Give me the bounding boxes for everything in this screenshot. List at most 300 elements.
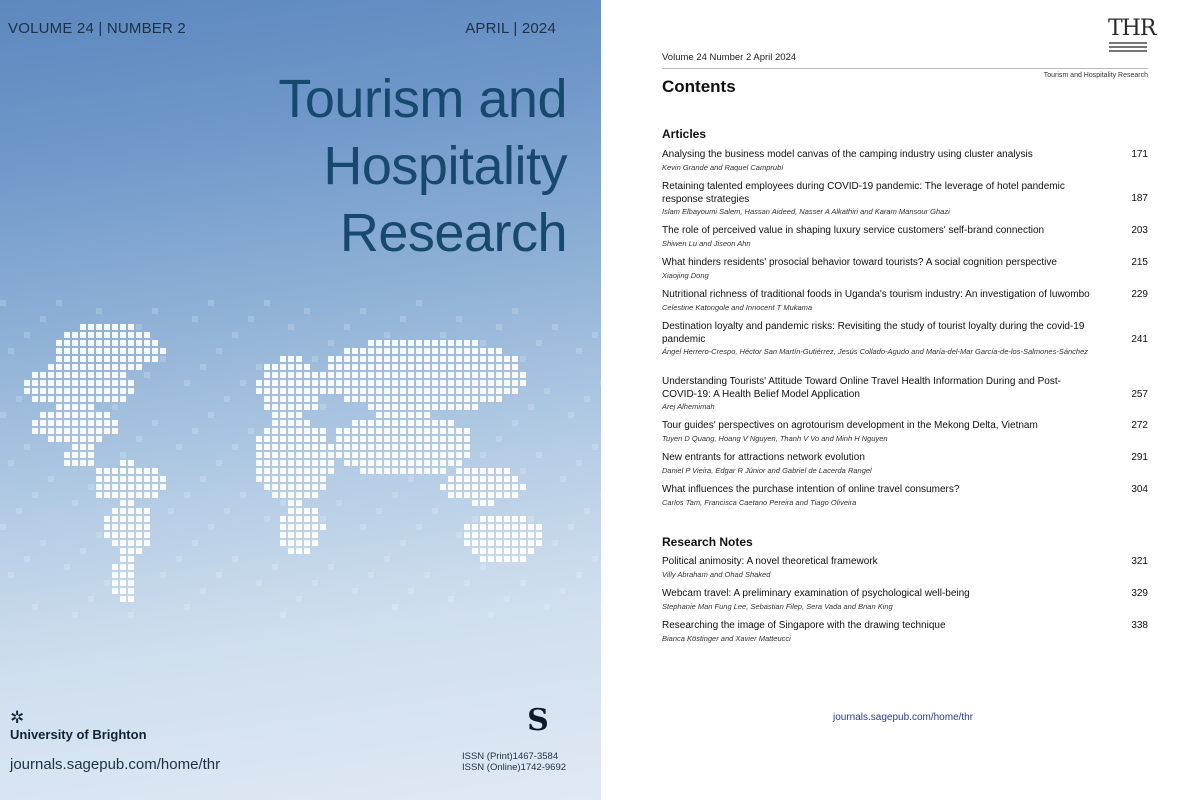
map-sea-dot xyxy=(144,372,150,378)
map-land-dot xyxy=(480,380,486,386)
note-title[interactable]: Political animosity: A novel theoretical framework xyxy=(662,556,878,567)
map-sea-dot xyxy=(160,572,166,578)
map-land-dot xyxy=(408,340,414,346)
map-land-dot xyxy=(416,452,422,458)
map-sea-dot xyxy=(408,476,414,482)
toc-entry[interactable] xyxy=(662,556,1148,580)
map-land-dot xyxy=(128,332,134,338)
map-sea-dot xyxy=(72,612,78,618)
map-land-dot xyxy=(120,508,126,514)
map-land-dot xyxy=(488,364,494,370)
map-land-dot xyxy=(344,452,350,458)
map-sea-dot xyxy=(96,308,102,314)
map-sea-dot xyxy=(552,540,558,546)
map-sea-dot xyxy=(568,412,574,418)
article-title[interactable]: Understanding Tourists' Attitude Toward Online Travel Health Information During and Post-COVID-19: A Health Belief Model Application xyxy=(662,376,1061,400)
map-land-dot xyxy=(160,476,166,482)
map-land-dot xyxy=(40,412,46,418)
cover-title-line: Hospitality xyxy=(323,136,567,196)
map-land-dot xyxy=(88,452,94,458)
map-land-dot xyxy=(312,524,318,530)
toc-entry[interactable] xyxy=(662,620,1148,644)
map-land-dot xyxy=(24,380,30,386)
toc-entry[interactable] xyxy=(662,321,1148,357)
map-sea-dot xyxy=(392,492,398,498)
map-land-dot xyxy=(496,372,502,378)
map-land-dot xyxy=(456,356,462,362)
map-land-dot xyxy=(112,492,118,498)
map-land-dot xyxy=(456,468,462,474)
article-authors: Tuyen D Quang, Hoang V Nguyen, Thanh V Vo and Minh H Nguyen xyxy=(662,433,888,443)
map-land-dot xyxy=(416,436,422,442)
map-land-dot xyxy=(288,492,294,498)
toc-entry[interactable] xyxy=(662,588,1148,612)
cover-title-line: Tourism and xyxy=(278,69,567,129)
map-land-dot xyxy=(88,356,94,362)
map-land-dot xyxy=(104,412,110,418)
map-sea-dot xyxy=(152,420,158,426)
map-land-dot xyxy=(40,428,46,434)
map-land-dot xyxy=(472,492,478,498)
cover-title-line: Research xyxy=(339,203,567,263)
map-land-dot xyxy=(280,420,286,426)
map-land-dot xyxy=(96,476,102,482)
cover-header xyxy=(8,20,556,37)
map-land-dot xyxy=(512,532,518,538)
map-land-dot xyxy=(288,356,294,362)
map-land-dot xyxy=(112,572,118,578)
article-authors: Xiaojing Dong xyxy=(662,270,709,280)
map-sea-dot xyxy=(520,468,526,474)
map-land-dot xyxy=(264,380,270,386)
map-land-dot xyxy=(104,372,110,378)
map-land-dot xyxy=(48,388,54,394)
map-sea-dot xyxy=(456,532,462,538)
map-land-dot xyxy=(352,380,358,386)
map-land-dot xyxy=(432,444,438,450)
toc-entry[interactable] xyxy=(662,376,1148,412)
map-land-dot xyxy=(384,412,390,418)
article-title[interactable]: New entrants for attractions network evolution xyxy=(662,452,865,463)
map-land-dot xyxy=(72,372,78,378)
map-land-dot xyxy=(128,388,134,394)
map-sea-dot xyxy=(480,340,486,346)
header-divider xyxy=(662,68,1148,69)
map-land-dot xyxy=(296,380,302,386)
map-land-dot xyxy=(128,516,134,522)
map-land-dot xyxy=(128,468,134,474)
map-sea-dot xyxy=(496,436,502,442)
map-land-dot xyxy=(264,396,270,402)
map-sea-dot xyxy=(416,300,422,306)
map-sea-dot xyxy=(272,564,278,570)
map-sea-dot xyxy=(552,324,558,330)
map-land-dot xyxy=(416,388,422,394)
map-land-dot xyxy=(320,524,326,530)
map-land-dot xyxy=(96,468,102,474)
map-land-dot xyxy=(448,388,454,394)
article-title[interactable]: Nutritional richness of traditional foods in Uganda's tourism industry: An investigation of luwombo xyxy=(662,289,1090,300)
map-land-dot xyxy=(112,564,118,570)
map-land-dot xyxy=(72,388,78,394)
map-sea-dot xyxy=(312,356,318,362)
map-sea-dot xyxy=(248,428,254,434)
map-land-dot xyxy=(152,484,158,490)
note-page: 329 xyxy=(1131,588,1148,599)
map-land-dot xyxy=(432,340,438,346)
map-land-dot xyxy=(64,404,70,410)
map-land-dot xyxy=(352,388,358,394)
map-sea-dot xyxy=(208,524,214,530)
map-land-dot xyxy=(32,372,38,378)
map-land-dot xyxy=(312,444,318,450)
map-land-dot xyxy=(384,340,390,346)
map-land-dot xyxy=(496,348,502,354)
map-sea-dot xyxy=(168,508,174,514)
map-land-dot xyxy=(120,532,126,538)
map-land-dot xyxy=(288,372,294,378)
map-land-dot xyxy=(416,412,422,418)
map-sea-dot xyxy=(584,396,590,402)
map-sea-dot xyxy=(64,564,70,570)
map-sea-dot xyxy=(0,412,6,418)
map-land-dot xyxy=(496,556,502,562)
map-land-dot xyxy=(464,396,470,402)
map-land-dot xyxy=(104,396,110,402)
map-land-dot xyxy=(472,484,478,490)
map-land-dot xyxy=(128,492,134,498)
map-land-dot xyxy=(128,572,134,578)
map-land-dot xyxy=(64,356,70,362)
map-land-dot xyxy=(360,428,366,434)
article-title[interactable]: Analysing the business model canvas of the camping industry using cluster analysis xyxy=(662,149,1033,160)
map-sea-dot xyxy=(160,356,166,362)
map-land-dot xyxy=(360,364,366,370)
map-land-dot xyxy=(440,468,446,474)
cover-url: journals.sagepub.com/home/thr xyxy=(10,756,221,773)
map-land-dot xyxy=(112,332,118,338)
map-land-dot xyxy=(480,524,486,530)
map-land-dot xyxy=(48,396,54,402)
map-land-dot xyxy=(104,364,110,370)
map-land-dot xyxy=(416,380,422,386)
map-land-dot xyxy=(464,340,470,346)
map-land-dot xyxy=(472,396,478,402)
map-land-dot xyxy=(464,468,470,474)
map-land-dot xyxy=(272,404,278,410)
map-sea-dot xyxy=(0,300,6,306)
map-land-dot xyxy=(520,540,526,546)
sage-logo-icon: S xyxy=(527,703,549,738)
toc-entry[interactable] xyxy=(662,420,1148,444)
map-land-dot xyxy=(424,372,430,378)
toc-entry[interactable] xyxy=(662,257,1148,281)
map-land-dot xyxy=(304,516,310,522)
map-land-dot xyxy=(32,420,38,426)
map-land-dot xyxy=(384,404,390,410)
note-title[interactable]: Webcam travel: A preliminary examination of psychological well-being xyxy=(662,588,970,599)
map-land-dot xyxy=(464,524,470,530)
article-title[interactable]: What influences the purchase intention of online travel consumers? xyxy=(662,484,960,495)
map-land-dot xyxy=(104,492,110,498)
map-land-dot xyxy=(376,436,382,442)
map-land-dot xyxy=(264,388,270,394)
article-title[interactable]: What hinders residents' prosocial behavior toward tourists? A social cognition perspective xyxy=(662,257,1057,268)
map-land-dot xyxy=(296,372,302,378)
map-land-dot xyxy=(264,468,270,474)
toc-entry[interactable] xyxy=(662,225,1148,249)
map-land-dot xyxy=(464,436,470,442)
map-land-dot xyxy=(88,348,94,354)
map-land-dot xyxy=(272,388,278,394)
note-authors: Stephanie Man Fung Lee, Sebastian Filep, Sera Vada and Brian King xyxy=(662,601,893,611)
map-land-dot xyxy=(432,468,438,474)
map-land-dot xyxy=(80,364,86,370)
map-land-dot xyxy=(504,516,510,522)
map-land-dot xyxy=(80,404,86,410)
map-land-dot xyxy=(56,404,62,410)
article-title[interactable]: Retaining talented employees during COVID-19 pandemic: The leverage of hotel pandemic response strategies xyxy=(662,181,1065,205)
map-land-dot xyxy=(128,556,134,562)
map-land-dot xyxy=(128,532,134,538)
map-land-dot xyxy=(136,364,142,370)
map-land-dot xyxy=(440,372,446,378)
map-land-dot xyxy=(448,492,454,498)
map-land-dot xyxy=(96,364,102,370)
map-land-dot xyxy=(144,356,150,362)
map-land-dot xyxy=(432,404,438,410)
map-land-dot xyxy=(488,476,494,482)
map-land-dot xyxy=(288,436,294,442)
map-land-dot xyxy=(384,380,390,386)
map-sea-dot xyxy=(40,316,46,322)
map-land-dot xyxy=(152,340,158,346)
map-land-dot xyxy=(376,356,382,362)
map-sea-dot xyxy=(280,500,286,506)
map-land-dot xyxy=(480,468,486,474)
toc-entry[interactable] xyxy=(662,289,1148,313)
map-land-dot xyxy=(392,396,398,402)
map-land-dot xyxy=(504,484,510,490)
map-land-dot xyxy=(80,452,86,458)
map-land-dot xyxy=(120,492,126,498)
map-land-dot xyxy=(440,460,446,466)
map-sea-dot xyxy=(240,380,246,386)
map-land-dot xyxy=(464,356,470,362)
map-land-dot xyxy=(416,460,422,466)
map-land-dot xyxy=(128,588,134,594)
map-land-dot xyxy=(376,372,382,378)
map-land-dot xyxy=(120,340,126,346)
note-title[interactable]: Researching the image of Singapore with the drawing technique xyxy=(662,620,946,631)
map-land-dot xyxy=(536,524,542,530)
article-title[interactable]: Tour guides' perspectives on agrotourism development in the Mekong Delta, Vietnam xyxy=(662,420,1038,431)
map-land-dot xyxy=(480,556,486,562)
map-land-dot xyxy=(56,388,62,394)
map-land-dot xyxy=(480,484,486,490)
map-land-dot xyxy=(432,356,438,362)
map-land-dot xyxy=(104,524,110,530)
map-land-dot xyxy=(288,452,294,458)
map-land-dot xyxy=(344,396,350,402)
map-sea-dot xyxy=(240,492,246,498)
map-sea-dot xyxy=(480,452,486,458)
map-land-dot xyxy=(496,364,502,370)
map-land-dot xyxy=(144,532,150,538)
map-land-dot xyxy=(360,380,366,386)
map-land-dot xyxy=(464,452,470,458)
map-land-dot xyxy=(424,348,430,354)
map-land-dot xyxy=(416,340,422,346)
map-land-dot xyxy=(296,540,302,546)
map-land-dot xyxy=(288,364,294,370)
note-page: 321 xyxy=(1131,556,1148,567)
map-land-dot xyxy=(296,396,302,402)
map-land-dot xyxy=(128,324,134,330)
note-authors: Bianca Köstinger and Xavier Matteucci xyxy=(662,633,791,643)
map-land-dot xyxy=(56,380,62,386)
map-land-dot xyxy=(344,372,350,378)
map-land-dot xyxy=(472,372,478,378)
map-land-dot xyxy=(400,460,406,466)
map-land-dot xyxy=(360,388,366,394)
map-land-dot xyxy=(128,540,134,546)
map-land-dot xyxy=(280,516,286,522)
article-authors: Ángel Herrero-Crespo, Héctor San Martín-Gutiérrez, Jesús Collado-Agudo and María-del-Mar García-de-los-Salmones-Sánchez xyxy=(662,347,1089,356)
toc-entry[interactable] xyxy=(662,452,1148,476)
map-land-dot xyxy=(368,372,374,378)
map-land-dot xyxy=(96,356,102,362)
map-land-dot xyxy=(320,452,326,458)
map-land-dot xyxy=(504,524,510,530)
map-sea-dot xyxy=(72,500,78,506)
map-land-dot xyxy=(416,420,422,426)
map-land-dot xyxy=(440,388,446,394)
map-land-dot xyxy=(272,476,278,482)
article-page: 171 xyxy=(1131,149,1148,160)
map-land-dot xyxy=(288,540,294,546)
map-land-dot xyxy=(488,540,494,546)
map-land-dot xyxy=(304,396,310,402)
map-land-dot xyxy=(424,388,430,394)
map-land-dot xyxy=(480,476,486,482)
article-authors: Daniel P Vieira, Edgar R Júnior and Gabriel de Lacerda Rangel xyxy=(662,465,872,475)
map-land-dot xyxy=(360,444,366,450)
toc-entry[interactable] xyxy=(662,484,1148,508)
map-land-dot xyxy=(304,380,310,386)
toc-entry[interactable] xyxy=(662,181,1148,217)
map-sea-dot xyxy=(528,404,534,410)
map-land-dot xyxy=(480,396,486,402)
article-page: 187 xyxy=(1131,193,1148,204)
map-land-dot xyxy=(80,388,86,394)
map-land-dot xyxy=(88,460,94,466)
map-land-dot xyxy=(312,396,318,402)
map-land-dot xyxy=(376,364,382,370)
map-sea-dot xyxy=(264,300,270,306)
map-land-dot xyxy=(56,356,62,362)
journal-link[interactable]: journals.sagepub.com/home/thr xyxy=(833,712,974,723)
article-title[interactable]: Destination loyalty and pandemic risks: Revisiting the study of tourist loyalty during the covid-19 pandemic xyxy=(662,321,1085,345)
map-sea-dot xyxy=(216,460,222,466)
map-land-dot xyxy=(104,468,110,474)
map-land-dot xyxy=(56,412,62,418)
map-land-dot xyxy=(272,484,278,490)
map-land-dot xyxy=(472,468,478,474)
map-land-dot xyxy=(312,404,318,410)
map-land-dot xyxy=(104,380,110,386)
map-land-dot xyxy=(96,492,102,498)
map-land-dot xyxy=(144,340,150,346)
map-land-dot xyxy=(280,388,286,394)
map-land-dot xyxy=(480,364,486,370)
map-land-dot xyxy=(456,476,462,482)
map-land-dot xyxy=(512,476,518,482)
map-land-dot xyxy=(88,396,94,402)
map-land-dot xyxy=(400,396,406,402)
map-land-dot xyxy=(152,348,158,354)
map-land-dot xyxy=(152,476,158,482)
map-land-dot xyxy=(64,436,70,442)
toc-entry[interactable] xyxy=(662,149,1148,173)
map-land-dot xyxy=(312,452,318,458)
map-land-dot xyxy=(336,452,342,458)
map-land-dot xyxy=(376,444,382,450)
map-land-dot xyxy=(352,460,358,466)
map-land-dot xyxy=(160,484,166,490)
map-land-dot xyxy=(296,492,302,498)
map-sea-dot xyxy=(328,564,334,570)
map-land-dot xyxy=(120,332,126,338)
map-land-dot xyxy=(272,380,278,386)
map-land-dot xyxy=(456,404,462,410)
map-land-dot xyxy=(112,484,118,490)
map-land-dot xyxy=(288,460,294,466)
map-land-dot xyxy=(512,388,518,394)
map-land-dot xyxy=(312,540,318,546)
map-land-dot xyxy=(368,340,374,346)
map-land-dot xyxy=(136,492,142,498)
map-land-dot xyxy=(96,484,102,490)
map-land-dot xyxy=(408,396,414,402)
article-title[interactable]: The role of perceived value in shaping luxury service customers' self-brand connection xyxy=(662,225,1045,236)
map-land-dot xyxy=(400,340,406,346)
article-page: 241 xyxy=(1131,334,1148,345)
map-land-dot xyxy=(328,372,334,378)
map-land-dot xyxy=(408,388,414,394)
map-land-dot xyxy=(488,372,494,378)
map-land-dot xyxy=(496,468,502,474)
map-land-dot xyxy=(264,460,270,466)
map-land-dot xyxy=(376,420,382,426)
map-land-dot xyxy=(456,380,462,386)
map-land-dot xyxy=(56,372,62,378)
map-land-dot xyxy=(384,444,390,450)
map-land-dot xyxy=(280,524,286,530)
map-land-dot xyxy=(112,532,118,538)
map-land-dot xyxy=(288,380,294,386)
map-land-dot xyxy=(120,388,126,394)
map-land-dot xyxy=(456,396,462,402)
map-land-dot xyxy=(312,388,318,394)
map-land-dot xyxy=(472,388,478,394)
map-land-dot xyxy=(104,516,110,522)
map-land-dot xyxy=(272,364,278,370)
map-land-dot xyxy=(280,380,286,386)
map-land-dot xyxy=(272,444,278,450)
map-land-dot xyxy=(272,428,278,434)
map-land-dot xyxy=(432,436,438,442)
